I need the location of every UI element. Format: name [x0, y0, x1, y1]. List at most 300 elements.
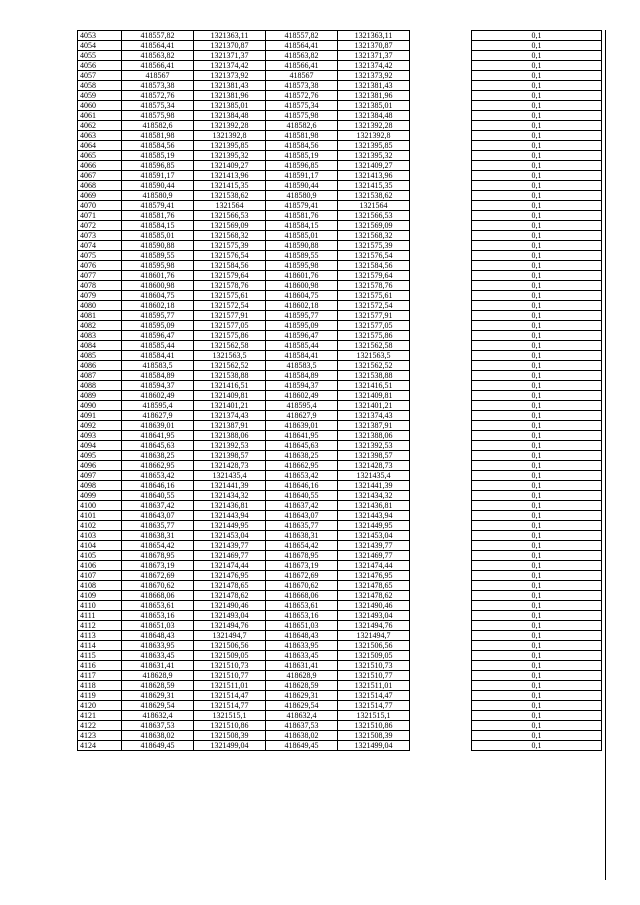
point-number-cell: 4095 — [78, 451, 122, 461]
accuracy-cell: 0,1 — [472, 111, 602, 121]
spacer-cell — [410, 111, 472, 121]
y-old-cell: 1321415,35 — [194, 181, 266, 191]
x-old-cell: 418557,82 — [122, 31, 194, 41]
y-old-cell: 1321579,64 — [194, 271, 266, 281]
spacer-cell — [410, 211, 472, 221]
accuracy-cell: 0,1 — [472, 121, 602, 131]
y-old-cell: 1321568,32 — [194, 231, 266, 241]
table-row — [78, 741, 602, 751]
point-number-cell: 4121 — [78, 711, 122, 721]
point-number-cell: 4116 — [78, 661, 122, 671]
point-number-cell: 4089 — [78, 391, 122, 401]
spacer-cell — [410, 531, 472, 541]
spacer-cell — [410, 651, 472, 661]
y-old-cell: 1321562,58 — [194, 341, 266, 351]
x-new-cell: 418595,77 — [266, 311, 338, 321]
spacer-cell — [410, 501, 472, 511]
spacer-cell — [410, 321, 472, 331]
point-number-cell: 4061 — [78, 111, 122, 121]
y-old-cell: 1321388,06 — [194, 431, 266, 441]
x-new-cell: 418567 — [266, 71, 338, 81]
y-old-cell: 1321476,95 — [194, 571, 266, 581]
x-old-cell: 418637,42 — [122, 501, 194, 511]
x-new-cell: 418564,41 — [266, 41, 338, 51]
accuracy-cell: 0,1 — [472, 311, 602, 321]
x-old-cell: 418600,98 — [122, 281, 194, 291]
x-new-cell: 418580,9 — [266, 191, 338, 201]
spacer-cell — [410, 181, 472, 191]
accuracy-cell: 0,1 — [472, 601, 602, 611]
x-old-cell: 418584,89 — [122, 371, 194, 381]
spacer-cell — [410, 641, 472, 651]
spacer-cell — [410, 291, 472, 301]
point-number-cell: 4123 — [78, 731, 122, 741]
x-old-cell: 418637,53 — [122, 721, 194, 731]
point-number-cell: 4124 — [78, 741, 122, 751]
point-number-cell: 4081 — [78, 311, 122, 321]
x-new-cell: 418672,69 — [266, 571, 338, 581]
y-old-cell: 1321562,52 — [194, 361, 266, 371]
y-old-cell: 1321370,87 — [194, 41, 266, 51]
point-number-cell: 4080 — [78, 301, 122, 311]
y-new-cell: 1321514,77 — [338, 701, 410, 711]
table-row — [78, 401, 602, 411]
x-new-cell: 418581,98 — [266, 131, 338, 141]
table-row — [78, 201, 602, 211]
table-row — [78, 331, 602, 341]
x-new-cell: 418581,76 — [266, 211, 338, 221]
y-old-cell: 1321577,91 — [194, 311, 266, 321]
x-old-cell: 418635,77 — [122, 521, 194, 531]
spacer-cell — [410, 381, 472, 391]
x-new-cell: 418638,31 — [266, 531, 338, 541]
y-old-cell: 1321398,57 — [194, 451, 266, 461]
point-number-cell: 4060 — [78, 101, 122, 111]
table-row — [78, 501, 602, 511]
spacer-cell — [410, 341, 472, 351]
spacer-cell — [410, 301, 472, 311]
x-new-cell: 418653,61 — [266, 601, 338, 611]
x-new-cell: 418575,34 — [266, 101, 338, 111]
spacer-cell — [410, 131, 472, 141]
table-row — [78, 371, 602, 381]
point-number-cell: 4057 — [78, 71, 122, 81]
x-old-cell: 418641,95 — [122, 431, 194, 441]
x-new-cell: 418635,77 — [266, 521, 338, 531]
x-new-cell: 418601,76 — [266, 271, 338, 281]
y-new-cell: 1321370,87 — [338, 41, 410, 51]
table-row — [78, 81, 602, 91]
y-old-cell: 1321413,96 — [194, 171, 266, 181]
x-new-cell: 418582,6 — [266, 121, 338, 131]
x-old-cell: 418643,07 — [122, 511, 194, 521]
y-old-cell: 1321511,01 — [194, 681, 266, 691]
y-new-cell: 1321494,7 — [338, 631, 410, 641]
point-number-cell: 4069 — [78, 191, 122, 201]
point-number-cell: 4075 — [78, 251, 122, 261]
y-old-cell: 1321435,4 — [194, 471, 266, 481]
accuracy-cell: 0,1 — [472, 281, 602, 291]
accuracy-cell: 0,1 — [472, 211, 602, 221]
spacer-cell — [410, 421, 472, 431]
spacer-cell — [410, 461, 472, 471]
y-old-cell: 1321441,39 — [194, 481, 266, 491]
x-new-cell: 418602,49 — [266, 391, 338, 401]
x-old-cell: 418629,31 — [122, 691, 194, 701]
y-new-cell: 1321409,81 — [338, 391, 410, 401]
y-new-cell: 1321562,52 — [338, 361, 410, 371]
x-new-cell: 418604,75 — [266, 291, 338, 301]
y-old-cell: 1321578,76 — [194, 281, 266, 291]
accuracy-cell: 0,1 — [472, 161, 602, 171]
x-new-cell: 418585,01 — [266, 231, 338, 241]
y-new-cell: 1321562,58 — [338, 341, 410, 351]
x-new-cell: 418602,18 — [266, 301, 338, 311]
x-old-cell: 418582,6 — [122, 121, 194, 131]
table-row — [78, 31, 602, 41]
accuracy-cell: 0,1 — [472, 171, 602, 181]
y-old-cell: 1321385,01 — [194, 101, 266, 111]
y-old-cell: 1321443,94 — [194, 511, 266, 521]
accuracy-cell: 0,1 — [472, 701, 602, 711]
point-number-cell: 4067 — [78, 171, 122, 181]
x-old-cell: 418633,45 — [122, 651, 194, 661]
y-old-cell: 1321575,39 — [194, 241, 266, 251]
table-row — [78, 551, 602, 561]
table-row — [78, 731, 602, 741]
y-old-cell: 1321392,28 — [194, 121, 266, 131]
table-row — [78, 691, 602, 701]
table-row — [78, 721, 602, 731]
y-new-cell: 1321563,5 — [338, 351, 410, 361]
accuracy-cell: 0,1 — [472, 231, 602, 241]
accuracy-cell: 0,1 — [472, 721, 602, 731]
spacer-cell — [410, 71, 472, 81]
table-row — [78, 571, 602, 581]
y-new-cell: 1321478,62 — [338, 591, 410, 601]
y-new-cell: 1321374,42 — [338, 61, 410, 71]
y-old-cell: 1321434,32 — [194, 491, 266, 501]
table-row — [78, 681, 602, 691]
accuracy-cell: 0,1 — [472, 581, 602, 591]
accuracy-cell: 0,1 — [472, 731, 602, 741]
table-row — [78, 661, 602, 671]
spacer-cell — [410, 351, 472, 361]
accuracy-cell: 0,1 — [472, 141, 602, 151]
accuracy-cell: 0,1 — [472, 741, 602, 751]
y-new-cell: 1321435,4 — [338, 471, 410, 481]
y-new-cell: 1321388,06 — [338, 431, 410, 441]
y-old-cell: 1321436,81 — [194, 501, 266, 511]
x-old-cell: 418581,98 — [122, 131, 194, 141]
x-old-cell: 418589,55 — [122, 251, 194, 261]
table-row — [78, 311, 602, 321]
x-old-cell: 418563,82 — [122, 51, 194, 61]
x-new-cell: 418600,98 — [266, 281, 338, 291]
y-old-cell: 1321381,96 — [194, 91, 266, 101]
x-old-cell: 418638,02 — [122, 731, 194, 741]
x-old-cell: 418596,47 — [122, 331, 194, 341]
x-old-cell: 418566,41 — [122, 61, 194, 71]
accuracy-cell: 0,1 — [472, 551, 602, 561]
accuracy-cell: 0,1 — [472, 181, 602, 191]
table-row — [78, 651, 602, 661]
y-new-cell: 1321575,61 — [338, 291, 410, 301]
x-old-cell: 418601,76 — [122, 271, 194, 281]
spacer-cell — [410, 591, 472, 601]
spacer-cell — [410, 451, 472, 461]
x-new-cell: 418653,42 — [266, 471, 338, 481]
spacer-cell — [410, 311, 472, 321]
point-number-cell: 4053 — [78, 31, 122, 41]
point-number-cell: 4119 — [78, 691, 122, 701]
x-old-cell: 418595,77 — [122, 311, 194, 321]
x-new-cell: 418633,45 — [266, 651, 338, 661]
accuracy-cell: 0,1 — [472, 241, 602, 251]
table-row — [78, 261, 602, 271]
accuracy-cell: 0,1 — [472, 531, 602, 541]
point-number-cell: 4110 — [78, 601, 122, 611]
spacer-cell — [410, 551, 472, 561]
spacer-cell — [410, 681, 472, 691]
x-old-cell: 418673,19 — [122, 561, 194, 571]
accuracy-cell: 0,1 — [472, 491, 602, 501]
point-number-cell: 4074 — [78, 241, 122, 251]
y-new-cell: 1321409,27 — [338, 161, 410, 171]
spacer-cell — [410, 661, 472, 671]
x-new-cell: 418653,16 — [266, 611, 338, 621]
accuracy-cell: 0,1 — [472, 361, 602, 371]
x-new-cell: 418631,41 — [266, 661, 338, 671]
point-number-cell: 4065 — [78, 151, 122, 161]
y-new-cell: 1321443,94 — [338, 511, 410, 521]
accuracy-cell: 0,1 — [472, 191, 602, 201]
table-row — [78, 471, 602, 481]
accuracy-cell: 0,1 — [472, 71, 602, 81]
x-new-cell: 418589,55 — [266, 251, 338, 261]
table-row — [78, 411, 602, 421]
x-new-cell: 418584,15 — [266, 221, 338, 231]
spacer-cell — [410, 701, 472, 711]
y-new-cell: 1321469,77 — [338, 551, 410, 561]
table-row — [78, 461, 602, 471]
y-old-cell: 1321453,04 — [194, 531, 266, 541]
x-new-cell: 418590,44 — [266, 181, 338, 191]
x-new-cell: 418557,82 — [266, 31, 338, 41]
point-number-cell: 4102 — [78, 521, 122, 531]
point-number-cell: 4076 — [78, 261, 122, 271]
x-old-cell: 418564,41 — [122, 41, 194, 51]
accuracy-cell: 0,1 — [472, 661, 602, 671]
y-old-cell: 1321478,62 — [194, 591, 266, 601]
point-number-cell: 4105 — [78, 551, 122, 561]
x-new-cell: 418638,02 — [266, 731, 338, 741]
table-row — [78, 451, 602, 461]
accuracy-cell: 0,1 — [472, 511, 602, 521]
x-new-cell: 418566,41 — [266, 61, 338, 71]
table-row — [78, 291, 602, 301]
accuracy-cell: 0,1 — [472, 651, 602, 661]
x-new-cell: 418595,4 — [266, 401, 338, 411]
accuracy-cell: 0,1 — [472, 81, 602, 91]
point-number-cell: 4077 — [78, 271, 122, 281]
y-new-cell: 1321385,01 — [338, 101, 410, 111]
accuracy-cell: 0,1 — [472, 271, 602, 281]
table-row — [78, 321, 602, 331]
accuracy-cell: 0,1 — [472, 41, 602, 51]
y-new-cell: 1321576,54 — [338, 251, 410, 261]
table-row — [78, 341, 602, 351]
x-old-cell: 418575,98 — [122, 111, 194, 121]
accuracy-cell: 0,1 — [472, 481, 602, 491]
y-new-cell: 1321514,47 — [338, 691, 410, 701]
spacer-cell — [410, 371, 472, 381]
accuracy-cell: 0,1 — [472, 681, 602, 691]
x-old-cell: 418579,41 — [122, 201, 194, 211]
x-new-cell: 418637,42 — [266, 501, 338, 511]
table-row — [78, 151, 602, 161]
spacer-cell — [410, 201, 472, 211]
table-row — [78, 211, 602, 221]
point-number-cell: 4114 — [78, 641, 122, 651]
x-old-cell: 418595,4 — [122, 401, 194, 411]
point-number-cell: 4111 — [78, 611, 122, 621]
y-old-cell: 1321490,46 — [194, 601, 266, 611]
spacer-cell — [410, 241, 472, 251]
x-new-cell: 418651,03 — [266, 621, 338, 631]
point-number-cell: 4082 — [78, 321, 122, 331]
accuracy-cell: 0,1 — [472, 401, 602, 411]
y-new-cell: 1321428,73 — [338, 461, 410, 471]
spacer-cell — [410, 581, 472, 591]
spacer-cell — [410, 101, 472, 111]
y-old-cell: 1321401,21 — [194, 401, 266, 411]
x-old-cell: 418672,69 — [122, 571, 194, 581]
y-new-cell: 1321538,88 — [338, 371, 410, 381]
table-row — [78, 251, 602, 261]
x-new-cell: 418572,76 — [266, 91, 338, 101]
y-new-cell: 1321564 — [338, 201, 410, 211]
point-number-cell: 4104 — [78, 541, 122, 551]
y-old-cell: 1321564 — [194, 201, 266, 211]
x-old-cell: 418580,9 — [122, 191, 194, 201]
x-new-cell: 418591,17 — [266, 171, 338, 181]
spacer-cell — [410, 401, 472, 411]
point-number-cell: 4093 — [78, 431, 122, 441]
x-old-cell: 418594,37 — [122, 381, 194, 391]
x-old-cell: 418596,85 — [122, 161, 194, 171]
y-old-cell: 1321510,73 — [194, 661, 266, 671]
y-new-cell: 1321439,77 — [338, 541, 410, 551]
y-new-cell: 1321577,91 — [338, 311, 410, 321]
table-row — [78, 171, 602, 181]
y-new-cell: 1321568,32 — [338, 231, 410, 241]
y-old-cell: 1321510,77 — [194, 671, 266, 681]
table-row — [78, 101, 602, 111]
spacer-cell — [410, 481, 472, 491]
table-row — [78, 351, 602, 361]
x-new-cell: 418595,98 — [266, 261, 338, 271]
x-old-cell: 418640,55 — [122, 491, 194, 501]
y-new-cell: 1321373,92 — [338, 71, 410, 81]
point-number-cell: 4084 — [78, 341, 122, 351]
y-new-cell: 1321493,04 — [338, 611, 410, 621]
accuracy-cell: 0,1 — [472, 221, 602, 231]
y-new-cell: 1321453,04 — [338, 531, 410, 541]
spacer-cell — [410, 91, 472, 101]
y-old-cell: 1321499,04 — [194, 741, 266, 751]
y-old-cell: 1321381,43 — [194, 81, 266, 91]
point-number-cell: 4122 — [78, 721, 122, 731]
x-new-cell: 418575,98 — [266, 111, 338, 121]
y-old-cell: 1321392,8 — [194, 131, 266, 141]
x-new-cell: 418590,88 — [266, 241, 338, 251]
table-row — [78, 491, 602, 501]
x-old-cell: 418668,06 — [122, 591, 194, 601]
y-old-cell: 1321449,95 — [194, 521, 266, 531]
x-old-cell: 418651,03 — [122, 621, 194, 631]
accuracy-cell: 0,1 — [472, 151, 602, 161]
x-old-cell: 418654,42 — [122, 541, 194, 551]
table-row — [78, 41, 602, 51]
y-old-cell: 1321506,56 — [194, 641, 266, 651]
accuracy-cell: 0,1 — [472, 341, 602, 351]
accuracy-cell: 0,1 — [472, 711, 602, 721]
accuracy-cell: 0,1 — [472, 571, 602, 581]
accuracy-cell: 0,1 — [472, 321, 602, 331]
x-new-cell: 418628,59 — [266, 681, 338, 691]
y-new-cell: 1321510,86 — [338, 721, 410, 731]
x-old-cell: 418595,09 — [122, 321, 194, 331]
accuracy-cell: 0,1 — [472, 521, 602, 531]
accuracy-cell: 0,1 — [472, 611, 602, 621]
y-new-cell: 1321474,44 — [338, 561, 410, 571]
x-old-cell: 418595,98 — [122, 261, 194, 271]
x-old-cell: 418581,76 — [122, 211, 194, 221]
table-row — [78, 91, 602, 101]
spacer-cell — [410, 671, 472, 681]
accuracy-cell: 0,1 — [472, 331, 602, 341]
y-old-cell: 1321584,56 — [194, 261, 266, 271]
y-new-cell: 1321398,57 — [338, 451, 410, 461]
y-old-cell: 1321373,92 — [194, 71, 266, 81]
x-old-cell: 418627,9 — [122, 411, 194, 421]
y-old-cell: 1321575,61 — [194, 291, 266, 301]
spacer-cell — [410, 331, 472, 341]
accuracy-cell: 0,1 — [472, 421, 602, 431]
point-number-cell: 4101 — [78, 511, 122, 521]
y-old-cell: 1321409,81 — [194, 391, 266, 401]
point-number-cell: 4115 — [78, 651, 122, 661]
table-row — [78, 51, 602, 61]
table-row — [78, 361, 602, 371]
y-new-cell: 1321499,04 — [338, 741, 410, 751]
accuracy-cell: 0,1 — [472, 641, 602, 651]
x-new-cell: 418662,95 — [266, 461, 338, 471]
point-number-cell: 4113 — [78, 631, 122, 641]
y-old-cell: 1321384,48 — [194, 111, 266, 121]
y-new-cell: 1321434,32 — [338, 491, 410, 501]
spacer-cell — [410, 511, 472, 521]
point-number-cell: 4091 — [78, 411, 122, 421]
accuracy-cell: 0,1 — [472, 391, 602, 401]
y-old-cell: 1321508,39 — [194, 731, 266, 741]
accuracy-cell: 0,1 — [472, 471, 602, 481]
x-old-cell: 418639,01 — [122, 421, 194, 431]
page-right-border — [605, 30, 606, 880]
table-row — [78, 391, 602, 401]
x-old-cell: 418572,76 — [122, 91, 194, 101]
